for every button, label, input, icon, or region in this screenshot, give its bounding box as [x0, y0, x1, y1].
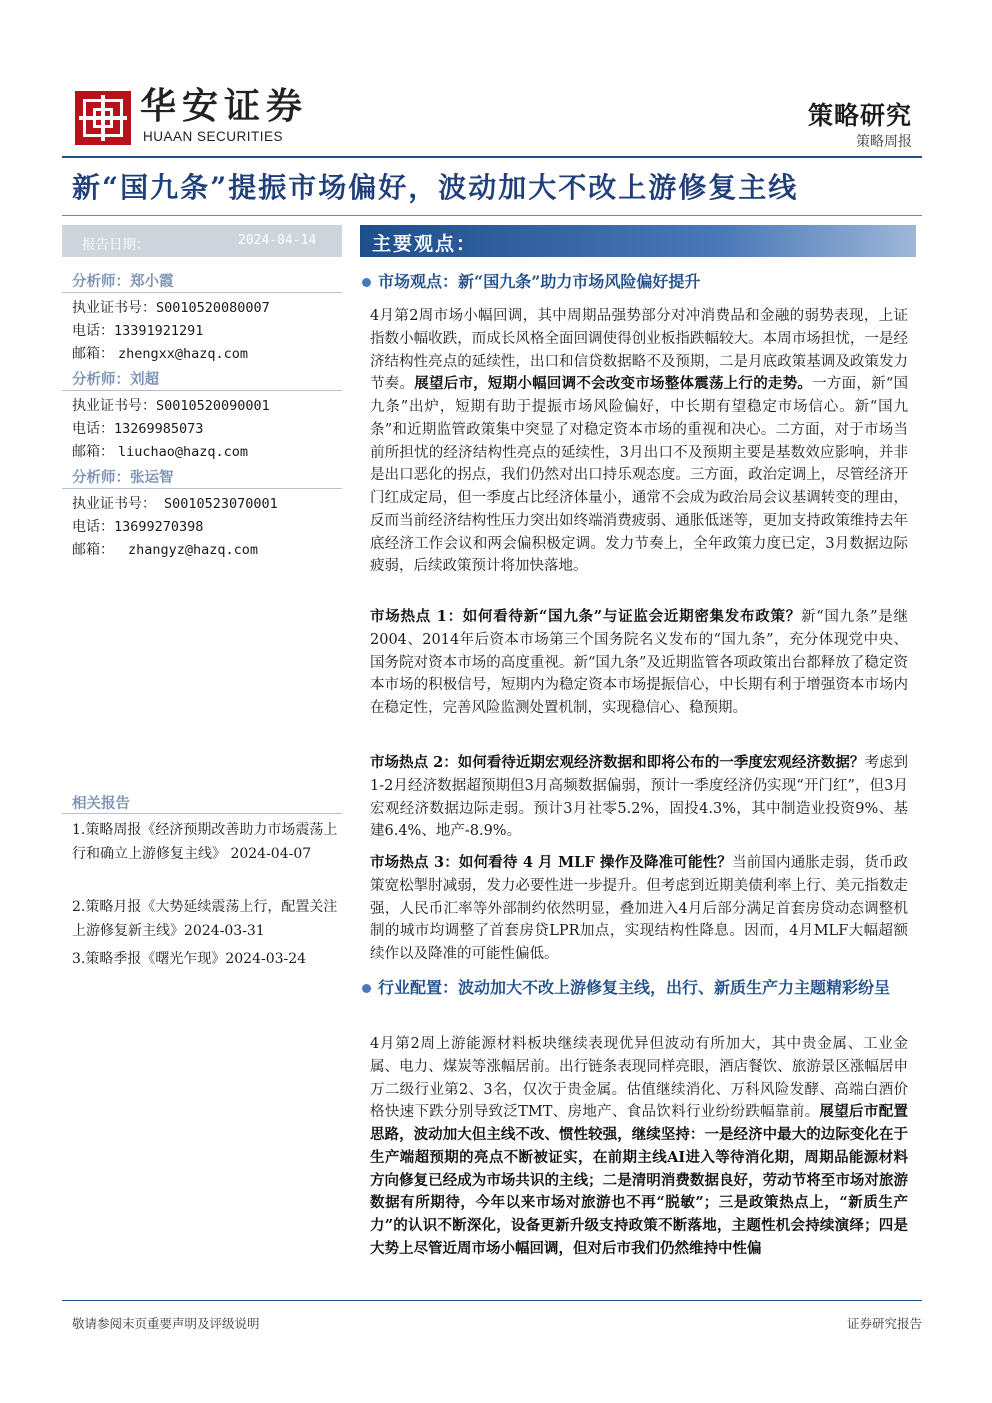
analyst-name: 分析师：郑小霞 [72, 273, 174, 290]
report-category: 策略研究 [807, 101, 912, 130]
footer-label: 证券研究报告 [846, 1316, 922, 1331]
key-points-title: 主要观点： [372, 233, 478, 255]
analyst-email: 邮箱： liuchao@hazq.com [72, 444, 249, 460]
analyst-email: 邮箱： zhengxx@hazq.com [72, 346, 249, 362]
paragraph: 市场热点 1：如何看待新“国九条”与证监会近期密集发布政策？新“国九条”是继2004、2014年后资本市场第三个国务院名义发布的“国九条”，充分体现党中央、国务院对资本市场的高度重视。新“国九条”及近期监管各项政策出台都释放了稳定资本市场的积极信号，短期内为稳定资本市场提振信心，中长期有利于增强资本市场内在稳定性，完善风险监测处置机制，实现稳信心、稳预期。 [370, 608, 908, 716]
divider [62, 390, 342, 391]
analyst-phone: 电话：13699270398 [72, 519, 204, 535]
company-logo [75, 91, 131, 145]
footer-divider [62, 1300, 922, 1301]
paragraph: 市场热点 3：如何看待 4 月 MLF 操作及降准可能性？当前国内通胀走弱，货币政策宽松掣肘减弱，发力必要性进一步提升。但考虑到近期美债利率上行、美元指数走强，人民币汇率等外部制约依然明显，叠加进入4月后部分满足首套房贷动态调整机制的城市均调整了首套房贷LPR加点，实现结构性降息。因而，4月MLF大幅超额续作以及降准的可能性偏低。 [370, 854, 908, 962]
analyst-cert: 执业证书号：S0010520080007 [72, 300, 270, 316]
divider [62, 813, 342, 814]
page-title: 新“国九条”提振市场偏好，波动加大不改上游修复主线 [72, 171, 799, 204]
analyst-name: 分析师：刘超 [72, 371, 159, 388]
related-report-link[interactable]: 3.策略季报《曙光乍现》2024-03-24 [72, 951, 307, 967]
header-divider [62, 156, 922, 158]
analyst-phone: 电话：13269985073 [72, 421, 204, 437]
date-label: 报告日期： [82, 237, 150, 253]
section-heading: 市场观点：新“国九条”助力市场风险偏好提升 [378, 272, 701, 291]
brand-name-en: HUAAN SECURITIES [143, 129, 284, 144]
related-report-link[interactable]: 2.策略月报《大势延续震荡上行，配置关注上游修复新主线》2024-03-31 [72, 899, 338, 940]
report-subcategory: 策略周报 [856, 134, 912, 150]
section-heading: 行业配置：波动加大不改上游修复主线，出行、新质生产力主题精彩纷呈 [378, 978, 891, 997]
brand-name-cn: 华安证券 [140, 85, 309, 127]
paragraph: 4月第2周上游能源材料板块继续表现优异但波动有所加大，其中贵金属、工业金属、电力、煤炭等涨幅居前。出行链条表现同样亮眼，酒店餐饮、旅游景区涨幅居申万二级行业第2、3名，仅次于贵金属。估值继续消化、万科风险发酵、高端白酒价格快速下跌分别导致泛TMT、房地产、食品饮料行业纷纷跌幅靠前。展望后市配置思路，波动加大但主线不改、惯性较强，继续坚持：一是经济中最大的边际变化在于生产端超预期的亮点不断被证实，在前期主线AI进入等待消化期，周期品能源材料方向修复已经成为市场共识的主线；二是清明消费数据良好，劳动节将至市场对旅游数据有所期待，今年以来市场对旅游也不再“脱敏”；三是政策热点上，“新质生产力”的认识不断深化，设备更新升级支持政策不断落地，主题性机会持续演绎；四是大势上尽管近周市场小幅回调，但对后市我们仍然维持中性偏 [370, 1036, 908, 1257]
bullet-dot-icon [362, 278, 371, 287]
analyst-email: 邮箱： zhangyz@hazq.com [72, 542, 259, 558]
analyst-name: 分析师：张运智 [72, 469, 174, 486]
analyst-cert: 执业证书号： S0010523070001 [72, 496, 278, 512]
divider [62, 292, 342, 293]
paragraph: 市场热点 2：如何看待近期宏观经济数据和即将公布的一季度宏观经济数据？考虑到1-2月经济数据超预期但3月高频数据偏弱，预计一季度经济仍实现“开门红”，但3月宏观经济数据边际走弱。预计3月社零5.2%，固投4.3%，其中制造业投资9%、基建6.4%、地产-8.9%。 [370, 754, 908, 840]
paragraph: 4月第2周市场小幅回调，其中周期品强势部分对冲消费品和金融的弱势表现，上证指数小幅收跌，而成长风格全面回调使得创业板指跌幅较大。本周市场担忧，一是经济结构性亮点的延续性，出口和信贷数据略不及预期，二是月底政策基调及政策发力节奏。展望后市，短期小幅回调不会改变市场整体震荡上行的走势。一方面，新“国九条”出炉，短期有助于提振市场风险偏好，中长期有望稳定市场信心。新“国九条”和近期监管政策集中突显了对稳定资本市场的重视和决心。二方面，对于市场当前所担忧的经济结构性亮点的延续性，3月出口不及预期主要是基数效应影响，并非是出口恶化的拐点，我们仍然对出口持乐观态度。三方面，政治定调上，尽管经济开门红成定局，但一季度占比经济体量小，通常不会成为政治局会议基调转变的理由，反而当前经济结构性压力突出如终端消费疲弱、通胀低迷等，更加支持政策维持去年底经济工作会议和两会偏积极定调。发力节奏上，全年政策力度已定，3月数据边际疲弱，后续政策预计将加快落地。 [370, 308, 908, 575]
divider [62, 488, 342, 489]
analyst-phone: 电话：13391921291 [72, 323, 204, 339]
related-report-link[interactable]: 1.策略周报《经济预期改善助力市场震荡上行和确立上游修复主线》 2024-04-07 [72, 822, 338, 863]
title-divider [62, 215, 922, 216]
bullet-dot-icon [362, 984, 371, 993]
analyst-cert: 执业证书号：S0010520090001 [72, 398, 270, 414]
footer-disclaimer: 敬请参阅末页重要声明及评级说明 [72, 1316, 260, 1331]
related-reports-title: 相关报告 [72, 795, 130, 812]
date-value: 2024-04-14 [238, 233, 317, 248]
